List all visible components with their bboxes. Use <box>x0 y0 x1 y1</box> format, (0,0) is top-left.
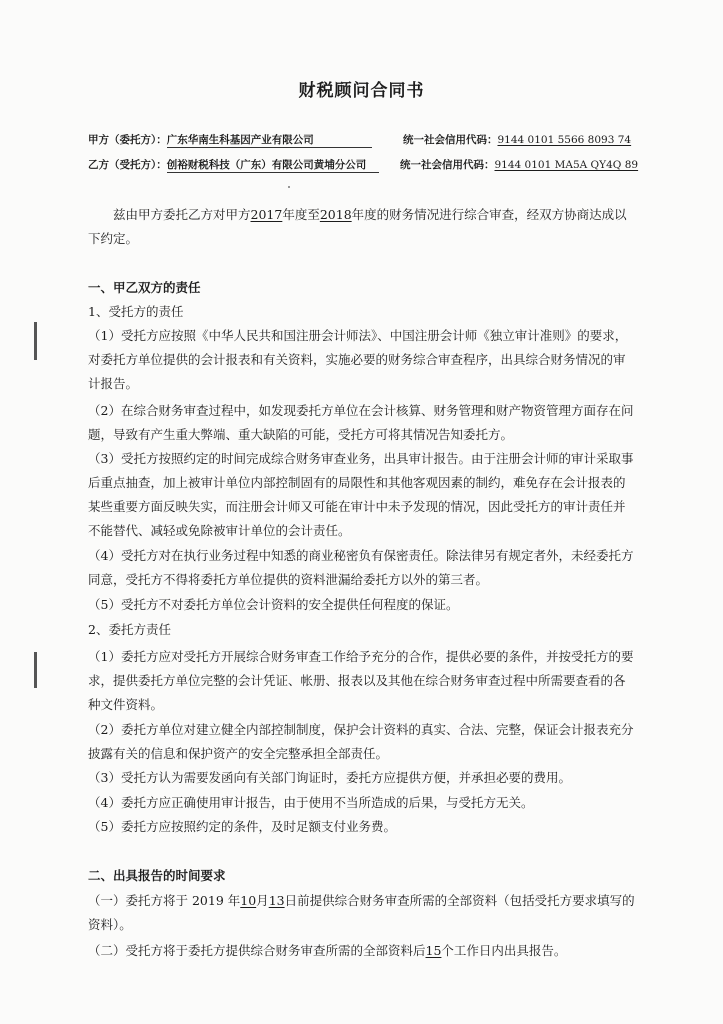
section-1-heading: 一、甲乙双方的责任 <box>88 280 201 295</box>
s1-item-2-3: （3）受托方认为需要发函向有关部门询证时，委托方应提供方便，并承担必要的费用。 <box>88 770 571 785</box>
s2-item-1-month: 10 <box>240 893 257 908</box>
s1-item-1-1: （1）受托方应按照《中华人民共和国注册会计师法》、中国注册会计师《独立审计准则》的要求，对委托方单位提供的会计报表和有关资料，实施必要的财务综合审查程序，出具综合财务情况的审计报告。 <box>88 328 628 391</box>
party-a-credit <box>403 132 631 147</box>
intro-text-3: 年度的财务情况进行综合审查，经双方协商达成以下约定。 <box>88 207 627 246</box>
party-a-credit-label: 统一社会信用代码： <box>403 134 498 146</box>
document-title: 财税顾问合同书 <box>298 81 425 101</box>
party-b-name: 创裕财税科技（广东）有限公司黄埔分公司 <box>167 157 379 173</box>
binding-mark-lower <box>34 652 37 688</box>
s2-item-2 <box>88 939 636 963</box>
intro-year-to: 2018 <box>319 207 352 222</box>
s2-item-1-day: 13 <box>268 893 285 908</box>
party-a-name: 广东华南生科基因产业有限公司 <box>167 132 372 148</box>
binding-mark-upper <box>34 322 37 360</box>
party-b-credit-label: 统一社会信用代码： <box>400 159 495 171</box>
scan-speck <box>288 186 290 188</box>
party-a-credit-code: 9144 0101 5566 8093 74 <box>497 134 632 146</box>
intro-year-from: 2017 <box>250 207 283 222</box>
party-b-line <box>88 157 379 173</box>
section-1-sub-1: 1、受托方的责任 <box>88 304 184 319</box>
s1-item-1-2: （2）在综合财务审查过程中，如发现委托方单位在会计核算、财务管理和财产物资管理方面存在问题，导致有产生重大弊端、重大缺陷的可能，受托方可将其情况告知委托方。 <box>88 403 634 442</box>
party-b-credit <box>400 157 638 172</box>
s2-item-1 <box>88 889 636 937</box>
s1-item-2-4: （4）委托方应正确使用审计报告，由于使用不当所造成的后果，与受托方无关。 <box>88 795 534 810</box>
intro-paragraph <box>88 203 636 251</box>
party-a-label: 甲方（委托方）： <box>88 134 167 146</box>
s1-item-2-1: （1）委托方应对受托方开展综合财务审查工作给予充分的合作，提供必要的条件，并按受托方的要求，提供委托方单位完整的会计凭证、帐册、报表以及其他在综合财务审查过程中所需要查看的各种文件资料。 <box>88 649 634 712</box>
s2-item-1-text-2: 月 <box>256 893 269 908</box>
s1-item-2-5: （5）委托方应按照约定的条件，及时足额支付业务费。 <box>88 819 396 834</box>
s2-item-2-text-1: （二）受托方将于委托方提供综合财务审查所需的全部资料后 <box>88 943 426 958</box>
s2-item-1-text-1: （一）委托方将于 2019 年 <box>88 893 241 908</box>
s1-item-1-3: （3）受托方按照约定的时间完成综合财务审查业务，出具审计报告。由于注册会计师的审计采取事后重点抽查，加上被审计单位内部控制固有的局限性和其他客观因素的制约，难免存在会计报表的某些重要方面反映失实，而注册会计师又可能在审计中未予发现的情况，因此受托方的审计责任并不能替代、减轻或免除被审计单位的会计责任。 <box>88 451 634 538</box>
section-2-heading: 二、出具报告的时间要求 <box>88 868 226 883</box>
party-b-label: 乙方（受托方）： <box>88 159 167 171</box>
party-b-credit-code: 9144 0101 MA5A QY4Q 89 <box>494 159 639 171</box>
s1-item-2-2: （2）委托方单位对建立健全内部控制制度，保护会计资料的真实、合法、完整，保证会计报表充分披露有关的信息和保护资产的安全完整承担全部责任。 <box>88 722 634 761</box>
s2-item-2-text-2: 个工作日内出具报告。 <box>441 943 567 958</box>
intro-text-1: 兹由甲方委托乙方对甲方 <box>113 207 251 222</box>
section-1-sub-2: 2、委托方责任 <box>88 622 171 637</box>
s2-item-2-days: 15 <box>425 943 442 958</box>
s2-item-1-text-3: 日前提供综合财务审查所需的全部资料（包括受托方要求填写的资料）。 <box>88 893 635 932</box>
s1-item-1-5: （5）受托方不对委托方单位会计资料的安全提供任何程度的保证。 <box>88 597 459 612</box>
s1-item-1-4: （4）受托方对在执行业务过程中知悉的商业秘密负有保密责任。除法律另有规定者外，未经委托方同意，受托方不得将委托方单位提供的资料泄漏给委托方以外的第三者。 <box>88 548 634 587</box>
intro-text-2: 年度至 <box>282 207 320 222</box>
party-a-line <box>88 132 372 148</box>
